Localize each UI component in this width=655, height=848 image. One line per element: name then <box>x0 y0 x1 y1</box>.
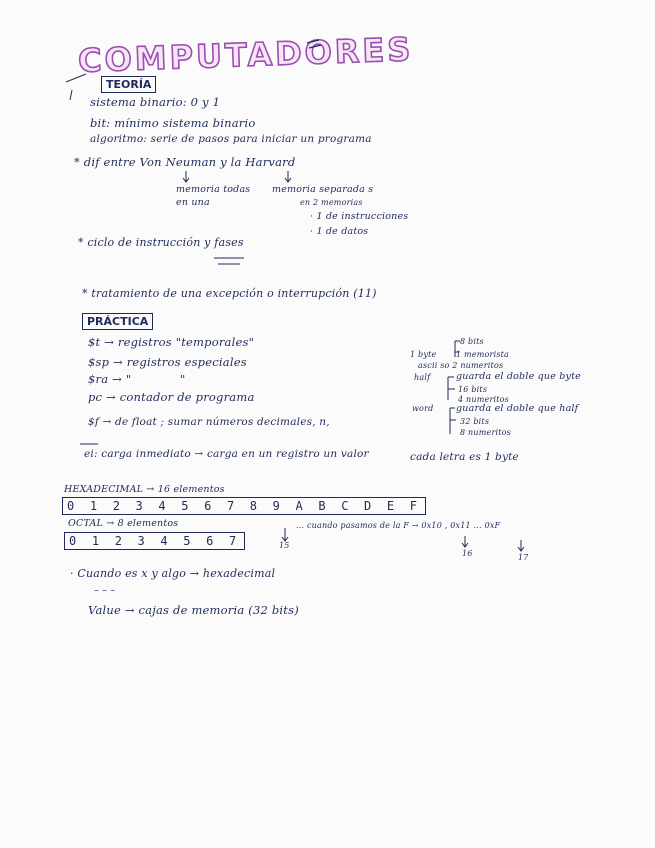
practica-item: $sp → registros especiales <box>88 355 247 369</box>
teoria-item: sistema binario: 0 y 1 <box>90 95 221 109</box>
word-label: word <box>412 404 434 413</box>
arrow-down-icon <box>462 536 468 547</box>
practica-item: pc → contador de programa <box>88 390 255 404</box>
ciclo-line: * ciclo de instrucción y fases <box>78 236 244 249</box>
ascii-note: ascii so 2 numeritos <box>418 361 504 370</box>
byte-label: 1 byte <box>410 350 437 359</box>
practica-item: $f → de float ; sumar números decimales, n, <box>88 416 330 428</box>
hexa-17-value: 17 <box>518 553 529 562</box>
octal-heading: OCTAL → 8 elementos <box>68 518 179 529</box>
practica-item: $t → registros "temporales" <box>88 335 255 349</box>
cada-letra-note: cada letra es 1 byte <box>410 451 519 463</box>
hexa-digits-box: 0 1 2 3 4 5 6 7 8 9 A B C D E F <box>62 497 426 515</box>
arrow-down-icon <box>518 540 524 551</box>
hexa-f-value: 15 <box>279 541 290 550</box>
practica-item: $ra → " <box>88 372 132 386</box>
harvard-note: · 1 de instrucciones <box>310 211 409 222</box>
harvard-note: en 2 memorias <box>300 198 363 207</box>
margin-mark <box>66 74 86 82</box>
teoria-label: TEORÍA <box>101 76 156 93</box>
page-title: COMPUTADORES <box>77 30 414 80</box>
bracket-mark <box>455 341 460 357</box>
practica-item: ei: carga inmediato → carga en un registro un valor <box>84 448 369 460</box>
cuando-line: · Cuando es x y algo → hexadecimal <box>70 567 276 580</box>
byte-bits: 8 bits <box>460 337 484 346</box>
word-bits: 32 bits <box>460 417 490 426</box>
arrow-down-icon <box>282 528 288 541</box>
dash-marks: – – – <box>94 585 116 596</box>
underline <box>214 258 244 264</box>
von-neuman-note: en una <box>176 197 210 208</box>
half-label: half <box>414 373 431 382</box>
hexa-note: ... cuando pasamos de la F → 0x10 , 0x11 ... 0xF <box>296 521 501 530</box>
arrow-down-icon <box>183 171 189 182</box>
byte-mem: 1 memorista <box>456 350 510 359</box>
half-desc: guarda el doble que byte <box>456 371 581 382</box>
word-mem: 8 numeritos <box>460 428 511 437</box>
bracket-mark <box>448 377 455 400</box>
tratamiento-line: * tratamiento de una excepción o interrupción (11) <box>82 287 377 300</box>
dif-heading: * dif entre Von Neuman y la Harvard <box>74 155 296 169</box>
harvard-note: memoria separada s <box>272 184 374 195</box>
teoria-item: algoritmo: serie de pasos para iniciar un programa <box>90 133 372 145</box>
word-desc: guarda el doble que half <box>456 403 579 414</box>
half-mem: 4 numeritos <box>458 395 509 404</box>
value-line: Value → cajas de memoria (32 bits) <box>88 603 299 617</box>
octal-digits-box: 0 1 2 3 4 5 6 7 <box>64 532 245 550</box>
ditto-mark: " <box>180 372 186 386</box>
bracket-mark <box>450 408 456 434</box>
harvard-note: · 1 de datos <box>310 226 369 237</box>
von-neuman-note: memoria todas <box>176 184 251 195</box>
arrow-down-icon <box>285 171 291 182</box>
half-bits: 16 bits <box>458 385 488 394</box>
practica-label: PRÁCTICA <box>82 313 153 330</box>
margin-mark <box>70 90 72 100</box>
hexa-heading: HEXADECIMAL → 16 elementos <box>64 484 225 495</box>
teoria-item: bit: mínimo sistema binario <box>90 116 256 130</box>
hexa-16-value: 16 <box>462 549 473 558</box>
